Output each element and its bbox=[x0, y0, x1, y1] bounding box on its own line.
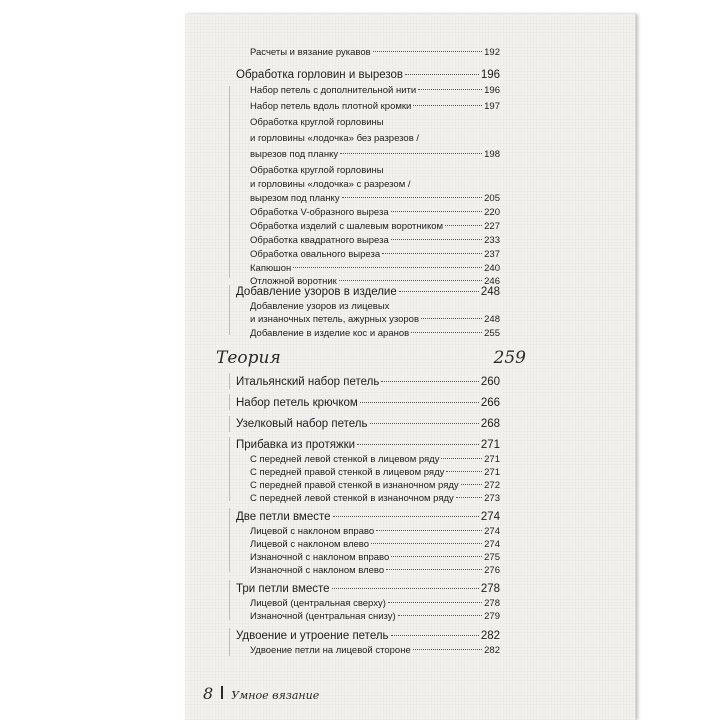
toc-entry[interactable] bbox=[250, 645, 500, 656]
toc-entry-page: 255 bbox=[484, 328, 500, 339]
toc-section-page: 266 bbox=[480, 397, 500, 409]
toc-entry[interactable] bbox=[250, 480, 500, 491]
toc-leader bbox=[445, 225, 482, 226]
toc-section-title: Добавление узоров в изделие bbox=[236, 286, 397, 298]
toc-entry-title: Обработка квадратного выреза bbox=[250, 235, 389, 246]
toc-section-heading[interactable] bbox=[236, 397, 500, 409]
toc-section-title: Прибавка из протяжки bbox=[236, 439, 356, 451]
toc-entry-page: 271 bbox=[484, 467, 500, 478]
toc-entry[interactable] bbox=[250, 467, 500, 478]
toc-entry-line[interactable] bbox=[250, 133, 419, 144]
toc-entry-page: 271 bbox=[484, 454, 500, 465]
toc-leader bbox=[386, 569, 482, 570]
section-divider bbox=[229, 373, 230, 389]
toc-entry-page: 274 bbox=[484, 539, 500, 550]
toc-entry-page: 220 bbox=[484, 207, 500, 218]
toc-entry-page: 246 bbox=[484, 276, 500, 287]
toc-entry-page: 192 bbox=[484, 47, 500, 58]
toc-leader bbox=[456, 497, 482, 498]
toc-entry-page: 282 bbox=[484, 645, 500, 656]
toc-leader bbox=[332, 588, 479, 589]
toc-leader bbox=[418, 89, 482, 90]
toc-leader bbox=[340, 153, 482, 154]
toc-entry-page: 197 bbox=[484, 101, 500, 112]
toc-entry[interactable] bbox=[250, 193, 500, 204]
toc-leader bbox=[339, 280, 482, 281]
toc-entry-page: 273 bbox=[484, 493, 500, 504]
toc-entry-page: 274 bbox=[484, 526, 500, 537]
toc-section-page: 274 bbox=[480, 511, 500, 523]
toc-leader bbox=[333, 516, 479, 517]
toc-entry-title: С передней левой стенкой в изнаночном ряду bbox=[250, 493, 454, 504]
toc-entry-page: 275 bbox=[484, 552, 500, 563]
toc-entry[interactable] bbox=[250, 552, 500, 563]
toc-section-title: Обработка горловин и вырезов bbox=[236, 69, 404, 81]
toc-leader bbox=[411, 332, 482, 333]
page-footer bbox=[203, 684, 319, 703]
toc-section-page: 196 bbox=[480, 69, 500, 81]
toc-entry-title: Обработка круглой горловины bbox=[250, 165, 384, 176]
toc-leader bbox=[413, 649, 482, 650]
toc-entry-title: С передней левой стенкой в лицевом ряду bbox=[250, 454, 440, 465]
toc-entry-title: Обработка V-образного выреза bbox=[250, 207, 389, 218]
toc-leader bbox=[461, 484, 482, 485]
toc-entry-title: и горловины «лодочка» с разрезом / bbox=[250, 179, 411, 190]
toc-section-page: 271 bbox=[480, 439, 500, 451]
toc-entry-title: Набор петель вдоль плотной кромки bbox=[250, 101, 412, 112]
toc-leader bbox=[421, 318, 482, 319]
toc-section-page: 282 bbox=[480, 630, 500, 642]
toc-entry-line[interactable] bbox=[250, 301, 389, 312]
toc-section-heading[interactable] bbox=[236, 630, 500, 642]
toc-entry-page: 279 bbox=[484, 611, 500, 622]
toc-entry-title: Лицевой с наклоном вправо bbox=[250, 526, 375, 537]
toc-section-heading[interactable] bbox=[236, 69, 500, 81]
toc-entry-title: Удвоение петли на лицевой стороне bbox=[250, 645, 411, 656]
toc-section-title: Итальянский набор петель bbox=[236, 376, 380, 388]
toc-entry-page: 196 bbox=[484, 85, 500, 96]
toc-entry-title: Лицевой с наклоном влево bbox=[250, 539, 370, 550]
toc-entry[interactable] bbox=[250, 85, 500, 96]
section-divider bbox=[229, 86, 230, 278]
toc-entry-title: Капюшон bbox=[250, 263, 292, 274]
toc-entry-title: Изнаночной с наклоном вправо bbox=[250, 552, 390, 563]
toc-section-page: 278 bbox=[480, 583, 500, 595]
toc-leader bbox=[360, 402, 479, 403]
toc-leader bbox=[391, 239, 482, 240]
toc-entry-title: и горловины «лодочка» без разрезов / bbox=[250, 133, 420, 144]
toc-entry-page: 272 bbox=[484, 480, 500, 491]
toc-entry-page: 237 bbox=[484, 249, 500, 260]
toc-leader bbox=[398, 615, 482, 616]
toc-entry-title: Расчеты и вязание рукавов bbox=[250, 47, 371, 58]
toc-part-page: 259 bbox=[493, 348, 526, 368]
toc-entry-title: С передней правой стенкой в лицевом ряду bbox=[250, 467, 445, 478]
footer-separator bbox=[221, 686, 223, 699]
book-page bbox=[185, 14, 636, 720]
section-divider bbox=[229, 580, 230, 620]
toc-entry-page: 198 bbox=[484, 149, 500, 160]
toc-leader bbox=[399, 291, 479, 292]
toc-entry[interactable] bbox=[250, 598, 500, 609]
toc-part-title: Теория bbox=[216, 348, 281, 368]
toc-leader bbox=[357, 444, 479, 445]
toc-leader bbox=[376, 530, 482, 531]
toc-leader bbox=[293, 267, 482, 268]
toc-leader bbox=[391, 211, 482, 212]
toc-section-heading[interactable] bbox=[236, 418, 500, 430]
toc-entry[interactable] bbox=[250, 526, 500, 537]
toc-section-title: Две петли вместе bbox=[236, 511, 331, 523]
toc-leader bbox=[373, 51, 482, 52]
toc-leader bbox=[342, 197, 483, 198]
toc-leader bbox=[441, 458, 482, 459]
toc-entry[interactable] bbox=[250, 493, 500, 504]
toc-entry[interactable] bbox=[250, 314, 500, 325]
toc-entry[interactable] bbox=[250, 611, 500, 622]
toc-leader bbox=[413, 105, 482, 106]
toc-section-heading[interactable] bbox=[236, 376, 500, 388]
toc-entry-title: Обработка изделий с шалевым воротником bbox=[250, 221, 444, 232]
toc-section-heading[interactable] bbox=[236, 286, 500, 298]
toc-entry-title: Добавление узоров из лицевых bbox=[250, 301, 390, 312]
toc-entry-title: С передней правой стенкой в изнаночном ряду bbox=[250, 480, 459, 491]
toc-entry[interactable] bbox=[250, 47, 500, 58]
toc-leader bbox=[446, 471, 482, 472]
toc-entry-page: 233 bbox=[484, 235, 500, 246]
toc-entry[interactable] bbox=[250, 149, 500, 160]
toc-entry-page: 205 bbox=[484, 193, 500, 204]
toc-leader bbox=[371, 543, 482, 544]
toc-section-heading[interactable] bbox=[236, 439, 500, 451]
toc-entry[interactable] bbox=[250, 263, 500, 274]
toc-entry-title: Изнаночной (центральная снизу) bbox=[250, 611, 396, 622]
toc-section-title: Три петли вместе bbox=[236, 583, 330, 595]
toc-section-heading[interactable] bbox=[236, 511, 500, 523]
toc-entry-line[interactable] bbox=[250, 165, 384, 176]
toc-entry-page: 227 bbox=[484, 221, 500, 232]
toc-leader bbox=[405, 74, 479, 75]
toc-leader bbox=[391, 635, 479, 636]
toc-leader bbox=[391, 556, 482, 557]
toc-section-title: Узелковый набор петель bbox=[236, 418, 368, 430]
toc-entry-title: Лицевой (центральная сверху) bbox=[250, 598, 386, 609]
toc-entry-title: Отложной воротник bbox=[250, 276, 337, 287]
section-divider bbox=[229, 437, 230, 501]
section-divider bbox=[229, 394, 230, 410]
toc-entry[interactable] bbox=[250, 539, 500, 550]
toc-section-page: 248 bbox=[480, 286, 500, 298]
toc-entry[interactable] bbox=[250, 235, 500, 246]
toc-entry[interactable] bbox=[250, 565, 500, 576]
toc-entry[interactable] bbox=[250, 207, 500, 218]
toc-section-heading[interactable] bbox=[236, 583, 500, 595]
toc-entry[interactable] bbox=[250, 328, 500, 339]
toc-leader bbox=[382, 253, 482, 254]
section-divider bbox=[229, 416, 230, 432]
toc-entry[interactable] bbox=[250, 101, 500, 112]
toc-section-page: 268 bbox=[480, 418, 500, 430]
toc-leader bbox=[370, 423, 479, 424]
toc-entry-line[interactable] bbox=[250, 179, 411, 190]
toc-section-title: Удвоение и утроение петель bbox=[236, 630, 389, 642]
toc-entry-page: 248 bbox=[484, 314, 500, 325]
toc-entry-title: Набор петель с дополнительной нити bbox=[250, 85, 417, 96]
toc-entry-line[interactable] bbox=[250, 117, 384, 128]
toc-entry[interactable] bbox=[250, 249, 500, 260]
toc-entry-page: 240 bbox=[484, 263, 500, 274]
toc-entry[interactable] bbox=[250, 454, 500, 465]
section-divider bbox=[229, 628, 230, 656]
book-title: Умное вязание bbox=[231, 689, 320, 702]
toc-leader bbox=[388, 602, 482, 603]
toc-entry-title: Изнаночной с наклоном влево bbox=[250, 565, 385, 576]
toc-entry-title: вырезов под планку bbox=[250, 149, 339, 160]
toc-part-heading[interactable] bbox=[216, 348, 526, 368]
toc-section-title: Набор петель крючком bbox=[236, 397, 358, 409]
page-number: 8 bbox=[203, 684, 214, 703]
toc-entry-title: и изнаночных петель, ажурных узоров bbox=[250, 314, 420, 325]
toc-entry-title: Обработка круглой горловины bbox=[250, 117, 384, 128]
section-divider bbox=[229, 508, 230, 572]
toc-entry-page: 276 bbox=[484, 565, 500, 576]
toc-entry-title: вырезом под планку bbox=[250, 193, 340, 204]
toc-entry-title: Добавление в изделие кос и аранов bbox=[250, 328, 410, 339]
toc-leader bbox=[381, 381, 478, 382]
toc-section-page: 260 bbox=[480, 376, 500, 388]
section-divider bbox=[229, 285, 230, 335]
toc-entry-page: 278 bbox=[484, 598, 500, 609]
toc-entry-title: Обработка овального выреза bbox=[250, 249, 381, 260]
toc-entry[interactable] bbox=[250, 221, 500, 232]
